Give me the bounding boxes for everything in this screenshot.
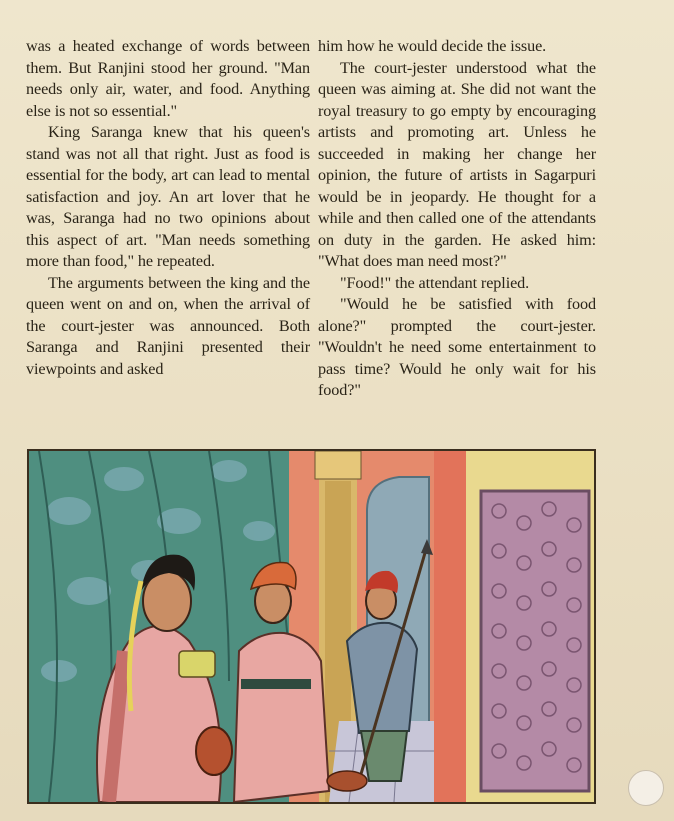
story-illustration bbox=[27, 449, 596, 804]
paragraph: "Would he be satisfied with food alone?" prompted the court-jester. "Wouldn't he need some entertainment to pass time? Would he only wait for his food?" bbox=[318, 295, 596, 399]
story-column-right bbox=[318, 36, 596, 402]
paragraph: The court-jester understood what the queen was aiming at. She did not want the royal treasury to go empty by encouraging artists and promoting art. Unless he succeeded in making her change her opinion, the future of artists in Sagarpuri would be in jeopardy. He thought for a while and then called one of the attendants on duty in the garden. He asked him: "What does man need most?" bbox=[318, 58, 596, 270]
story-column-left bbox=[26, 36, 310, 380]
paragraph: "Food!" the attendant replied. bbox=[340, 273, 530, 292]
swirl-panel bbox=[481, 491, 589, 791]
paragraph: King Saranga knew that his queen's stand was not all that right. Just as food is essential for the body, art can lead to mental satisfaction and joy. An art lover that he was, Saranga had no two opinions about this aspect of art. "Man needs something more than food," he repeated. bbox=[26, 123, 310, 270]
publisher-logo bbox=[628, 770, 664, 806]
paragraph: him how he would decide the issue. bbox=[318, 37, 547, 55]
paragraph: was a heated exchange of words between them. But Ranjini stood her ground. "Man needs only air, water, and food. Anything else is not so essential." bbox=[26, 37, 310, 120]
paragraph: The arguments between the king and the queen went on and on, when the arrival of the court-jester was announced. Both Saranga and Ranjini presented their viewpoints and asked bbox=[26, 273, 310, 378]
